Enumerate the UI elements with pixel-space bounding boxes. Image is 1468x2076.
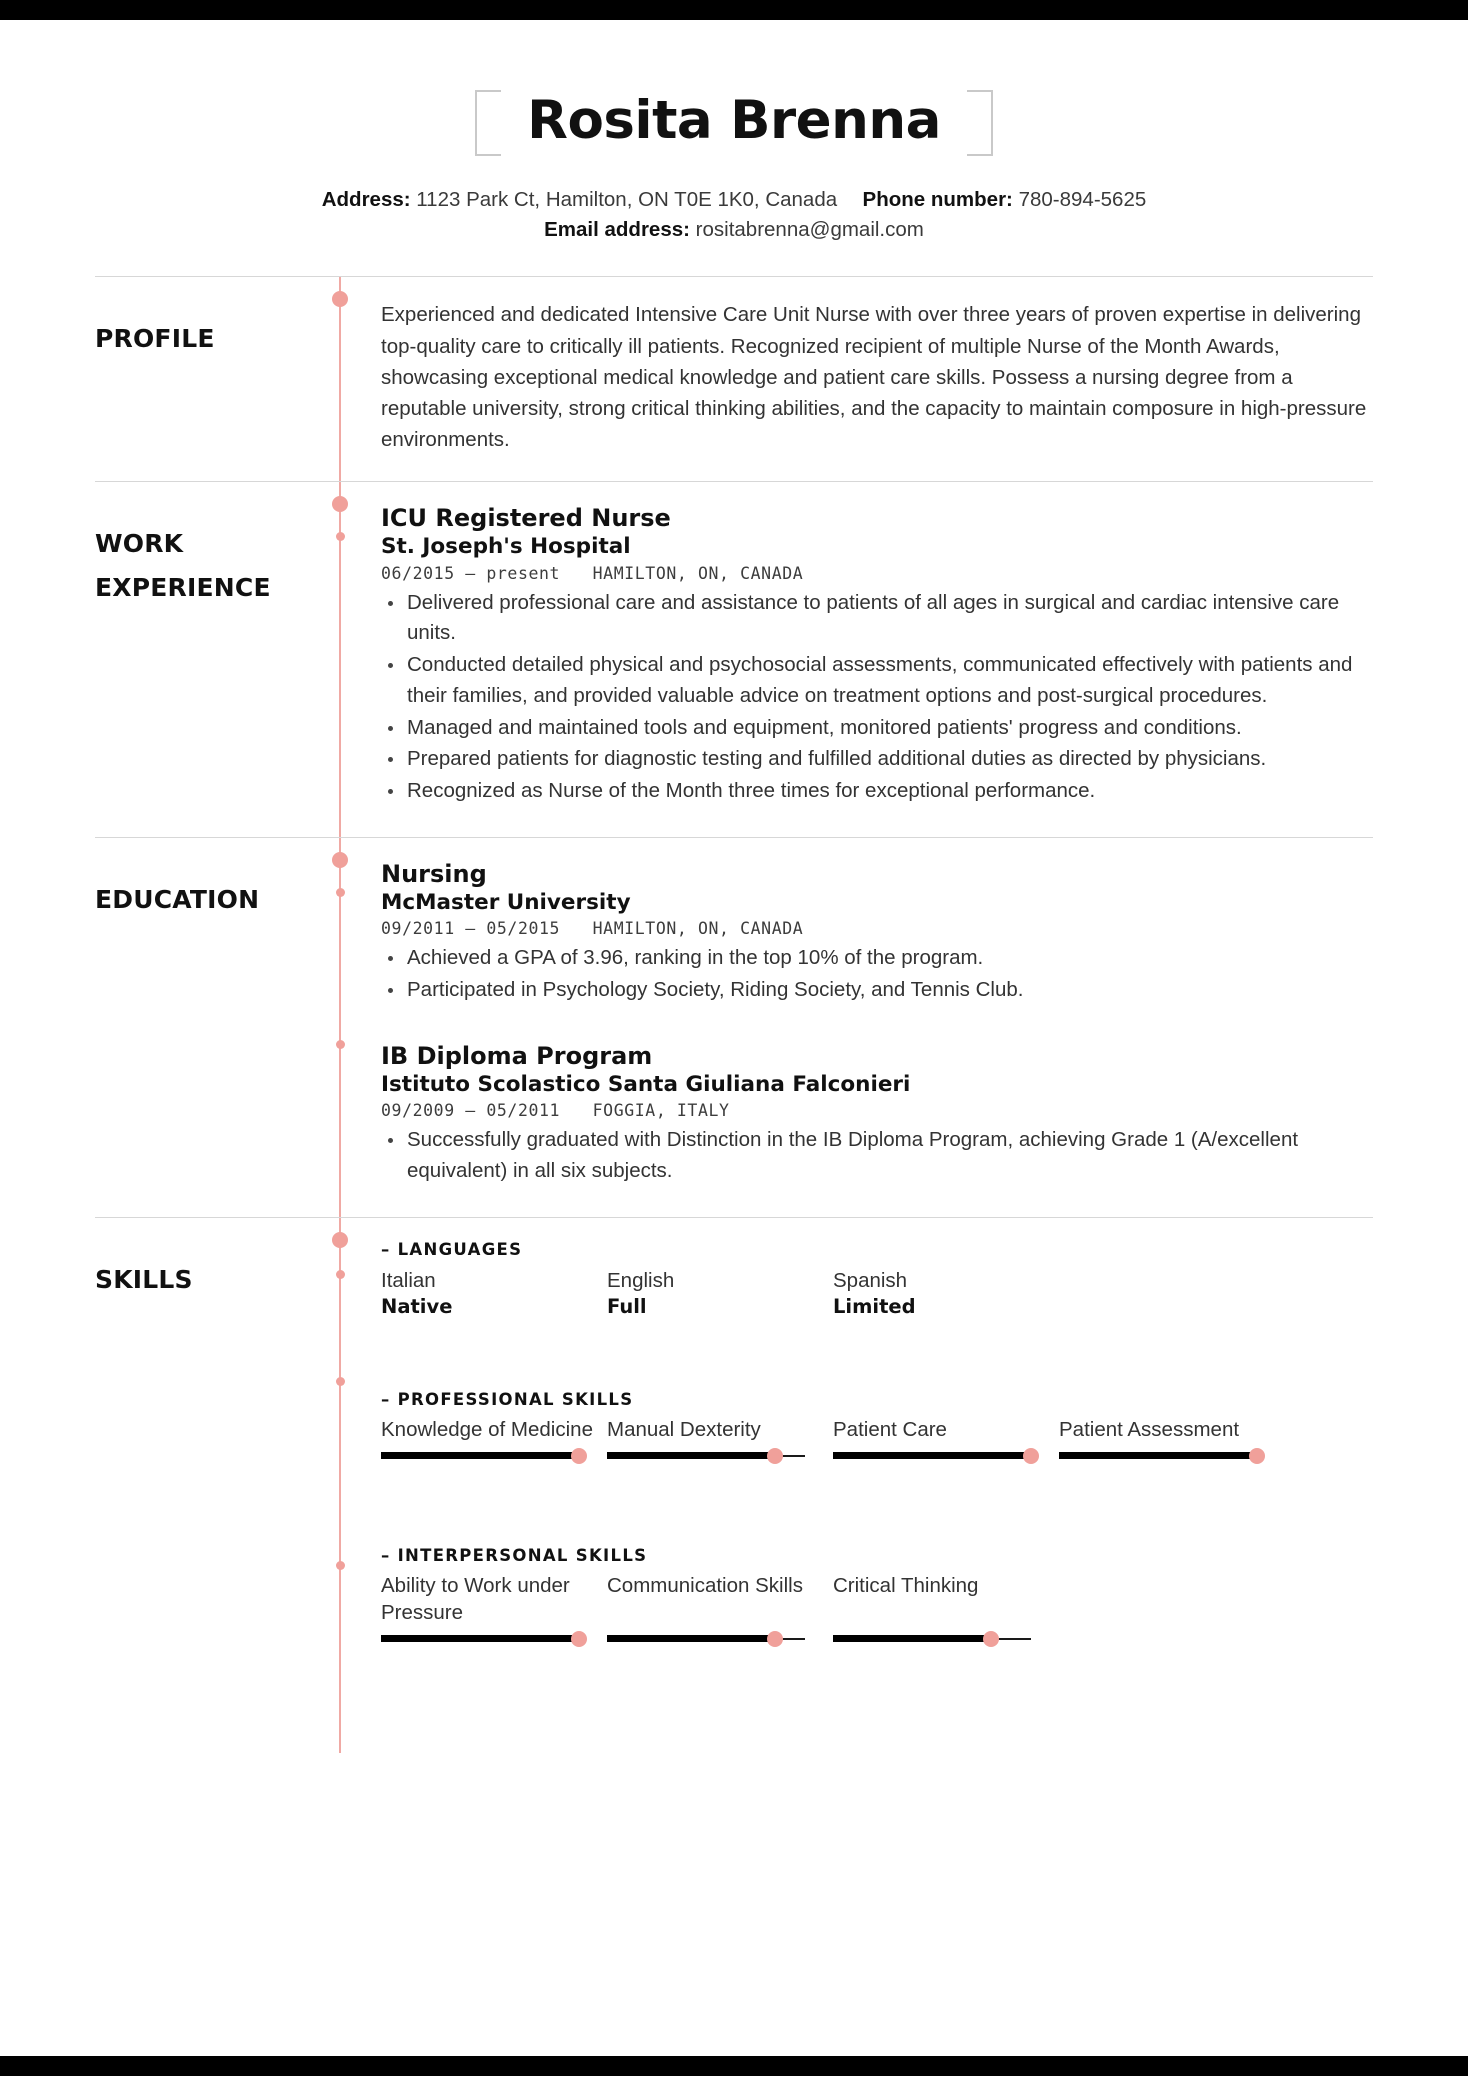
language-level: Limited — [833, 1295, 916, 1319]
language-name: Italian — [381, 1268, 436, 1292]
timeline-line — [339, 1218, 341, 1754]
bracket-right-decoration — [967, 90, 993, 156]
skill-bar-fill — [1059, 1452, 1257, 1459]
timeline-dot-group — [336, 1561, 345, 1570]
bracket-left-decoration — [475, 90, 501, 156]
work-entry — [381, 504, 1373, 807]
education-dates: 09/2009 – 05/2011 — [381, 1101, 561, 1120]
skill-bar-knob — [1249, 1448, 1265, 1464]
language-level: Native — [381, 1295, 453, 1319]
section-label-education: EDUCATION — [95, 884, 260, 914]
work-label-line-1: WORK — [95, 529, 184, 559]
employer-name: St. Joseph's Hospital — [381, 534, 631, 560]
group-title-languages: – LANGUAGES — [381, 1239, 523, 1259]
timeline-dot — [332, 496, 348, 512]
list-item: Achieved a GPA of 3.96, ranking in the top 10% of the program. — [381, 943, 1373, 974]
language-item — [833, 1267, 1059, 1321]
skill-bar-knob — [983, 1631, 999, 1647]
skill-name: Ability to Work under Pressure — [381, 1574, 570, 1624]
job-dates: 06/2015 – present — [381, 563, 561, 583]
skill-bar-fill — [381, 1452, 579, 1459]
section-label-profile: PROFILE — [95, 324, 215, 354]
section-label-skills: SKILLS — [95, 1264, 193, 1294]
language-level: Full — [607, 1295, 647, 1319]
skill-name: Critical Thinking — [833, 1574, 979, 1598]
timeline-education — [311, 860, 371, 1217]
timeline-dot — [332, 291, 348, 307]
skill-bar — [381, 1448, 579, 1464]
skill-bar — [833, 1631, 1031, 1647]
list-item: Successfully graduated with Distinction in the IB Diploma Program, achieving Grade 1 (A/excellent equivalent) in all six subjects. — [381, 1125, 1373, 1187]
skill-bar-fill — [833, 1452, 1031, 1459]
skill-name: Patient Care — [833, 1418, 947, 1442]
timeline-dot-group — [336, 1270, 345, 1279]
section-label-work-experience — [95, 504, 311, 837]
name-block — [465, 82, 1003, 159]
skill-item — [607, 1417, 833, 1464]
timeline-dot-entry — [336, 1040, 345, 1049]
section-profile — [95, 276, 1373, 481]
job-location: HAMILTON, ON, CANADA — [592, 563, 804, 583]
job-meta — [381, 564, 1373, 583]
timeline-dot — [332, 1232, 348, 1248]
skill-bar — [1059, 1448, 1257, 1464]
education-bullet-list — [381, 1125, 1373, 1187]
timeline-skills — [311, 1240, 371, 1714]
languages-grid — [381, 1267, 1373, 1339]
skill-item — [607, 1573, 833, 1647]
degree-title: Nursing — [381, 859, 487, 888]
skill-item — [1059, 1417, 1285, 1464]
email-value: rositabrenna@gmail.com — [695, 217, 924, 241]
list-item: Conducted detailed physical and psychosocial assessments, communicated effectively with patients and their families, and provided valuable advice on treatment options and post-surgical procedures. — [381, 650, 1373, 712]
skill-bar-knob — [767, 1631, 783, 1647]
skill-name: Knowledge of Medicine — [381, 1418, 593, 1442]
skill-item — [833, 1417, 1059, 1464]
resume-page — [0, 20, 1468, 2056]
skill-item — [381, 1573, 607, 1647]
skill-bar-fill — [607, 1635, 775, 1642]
work-label-line-2: EXPERIENCE — [95, 572, 271, 602]
candidate-name: Rosita Brenna — [527, 90, 941, 151]
skill-name: Patient Assessment — [1059, 1418, 1240, 1442]
timeline-profile — [311, 299, 371, 481]
skill-group-interpersonal-skills — [381, 1546, 1373, 1677]
list-item: Prepared patients for diagnostic testing and fulfilled additional duties as directed by physicians. — [381, 744, 1373, 775]
skill-bar-knob — [571, 1448, 587, 1464]
skill-item — [381, 1417, 607, 1464]
school-name: Istituto Scolastico Santa Giuliana Falconieri — [381, 1071, 911, 1097]
group-title-interpersonal-skills: – INTERPERSONAL SKILLS — [381, 1546, 648, 1566]
timeline-dot-entry — [336, 888, 345, 897]
skill-bar-knob — [767, 1448, 783, 1464]
phone-label: Phone number: — [862, 188, 1013, 211]
list-item: Participated in Psychology Society, Riding Society, and Tennis Club. — [381, 975, 1373, 1006]
contact-info — [0, 185, 1468, 244]
section-content-work-experience — [371, 504, 1373, 837]
interpersonal-skills-grid — [381, 1573, 1373, 1677]
language-item — [381, 1267, 607, 1321]
section-education — [95, 837, 1373, 1217]
phone-value: 780-894-5625 — [1018, 188, 1147, 211]
email-label: Email address: — [544, 217, 690, 241]
degree-title: IB Diploma Program — [381, 1041, 653, 1070]
skill-item — [833, 1573, 1059, 1647]
education-entry — [381, 860, 1373, 1006]
language-name: English — [607, 1268, 675, 1292]
education-dates: 09/2011 – 05/2015 — [381, 919, 561, 939]
education-meta — [381, 919, 1373, 938]
school-name: McMaster University — [381, 890, 631, 916]
contact-line-1 — [0, 185, 1468, 215]
professional-skills-grid — [381, 1417, 1373, 1494]
section-content-skills — [371, 1240, 1373, 1714]
skill-bar — [607, 1448, 805, 1464]
timeline-dot-group — [336, 1377, 345, 1386]
skill-name: Manual Dexterity — [607, 1418, 761, 1442]
group-title-professional-skills: – PROFESSIONAL SKILLS — [381, 1390, 634, 1410]
address-label: Address: — [321, 188, 411, 211]
education-meta — [381, 1101, 1373, 1120]
education-entry — [381, 1042, 1373, 1187]
timeline-line — [339, 277, 341, 481]
skill-bar — [833, 1448, 1031, 1464]
contact-line-2 — [0, 215, 1468, 245]
education-location: HAMILTON, ON, CANADA — [592, 919, 804, 939]
skill-bar-fill — [607, 1452, 775, 1459]
list-item: Delivered professional care and assistance to patients of all ages in surgical and cardiac intensive care units. — [381, 588, 1373, 650]
timeline-work — [311, 504, 371, 837]
skill-bar-knob — [571, 1631, 587, 1647]
education-location: FOGGIA, ITALY — [592, 1101, 730, 1120]
language-item — [607, 1267, 833, 1321]
section-skills — [95, 1217, 1373, 1714]
timeline-dot — [332, 852, 348, 868]
skill-bar-fill — [381, 1635, 579, 1642]
profile-text: Experienced and dedicated Intensive Care Unit Nurse with over three years of proven expertise in delivering top-quality care to critically ill patients. Recognized recipient of multiple Nurse of the Month Awards, showcasing exceptional medical knowledge and patient care skills. Possess a nursing degree from a reputable university, strong critical thinking abilities, and the capacity to maintain composure in high-pressure environments. — [381, 303, 1367, 452]
resume-header — [0, 20, 1468, 244]
skill-group-languages — [381, 1240, 1373, 1339]
skill-bar-fill — [833, 1635, 991, 1642]
timeline-dot-entry — [336, 532, 345, 541]
address-value: 1123 Park Ct, Hamilton, ON T0E 1K0, Canada — [416, 188, 838, 211]
list-item: Recognized as Nurse of the Month three times for exceptional performance. — [381, 776, 1373, 807]
job-title: ICU Registered Nurse — [381, 504, 671, 533]
section-content-education — [371, 860, 1373, 1217]
list-item: Managed and maintained tools and equipment, monitored patients' progress and conditions. — [381, 713, 1373, 744]
education-bullet-list — [381, 943, 1373, 1006]
skill-bar-knob — [1023, 1448, 1039, 1464]
skill-bar — [607, 1631, 805, 1647]
skill-bar — [381, 1631, 579, 1647]
section-work-experience — [95, 481, 1373, 837]
resume-body — [0, 276, 1468, 1713]
skill-name: Communication Skills — [607, 1574, 803, 1598]
skill-group-professional-skills — [381, 1390, 1373, 1494]
job-bullet-list — [381, 588, 1373, 807]
section-content-profile — [371, 299, 1373, 481]
language-name: Spanish — [833, 1268, 908, 1292]
